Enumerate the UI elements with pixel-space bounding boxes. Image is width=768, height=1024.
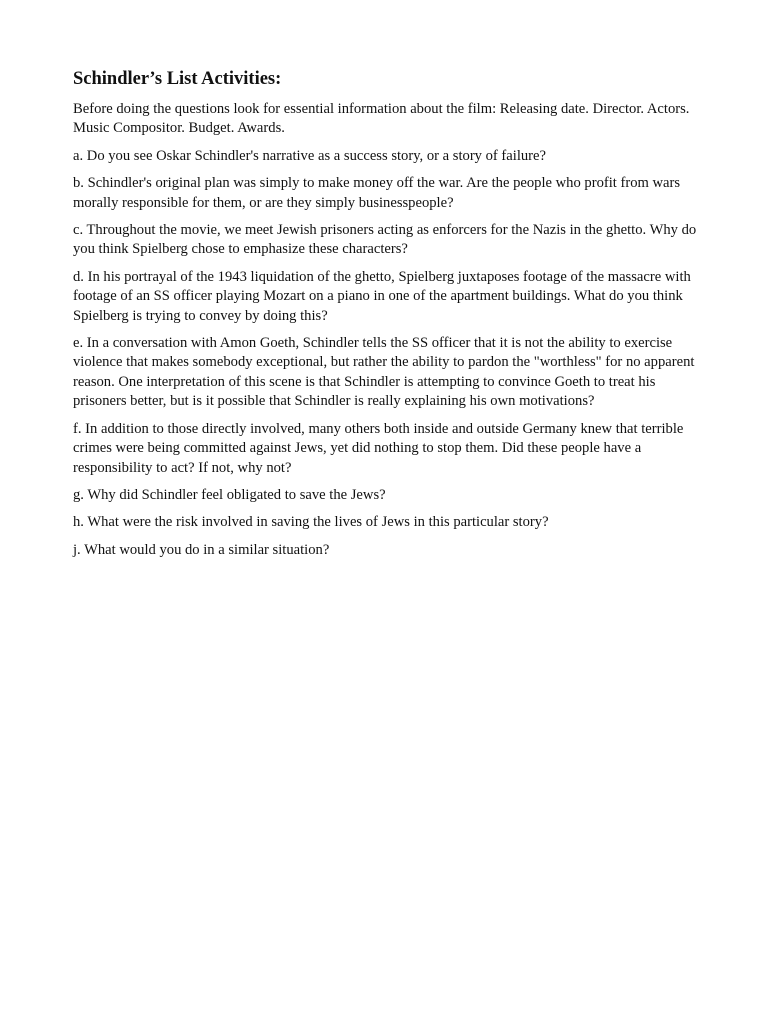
question-g: g. Why did Schindler feel obligated to save the Jews? bbox=[73, 486, 386, 503]
document-page bbox=[73, 66, 698, 568]
question-a: a. Do you see Oskar Schindler's narrative as a success story, or a story of failure? bbox=[73, 147, 546, 164]
question-j: j. What would you do in a similar situation? bbox=[73, 541, 330, 558]
question-f: f. In addition to those directly involved, many others both inside and outside Germany knew that terrible crimes were being committed against Jews, yet did nothing to stop them. Did these people have a responsibility to act? If not, why not? bbox=[73, 420, 684, 476]
question-e: e. In a conversation with Amon Goeth, Schindler tells the SS officer that it is not the ability to exercise violence that makes somebody exceptional, but rather the ability to pardon the "worthless" for no apparent reason. One interpretation of this scene is that Schindler is attempting to convince Goeth to treat his prisoners better, but is it possible that Schindler is really explaining his own motivations? bbox=[73, 335, 695, 410]
document-title: Schindler’s List Activities: bbox=[73, 69, 282, 89]
question-d: d. In his portrayal of the 1943 liquidation of the ghetto, Spielberg juxtaposes footage of the massacre with footage of an SS officer playing Mozart on a piano in one of the apartment buildings. What do you think Spielberg is trying to convey by doing this? bbox=[73, 268, 691, 324]
question-b: b. Schindler's original plan was simply to make money off the war. Are the people who profit from wars morally responsible for them, or are they simply businesspeople? bbox=[73, 175, 681, 211]
question-c: c. Throughout the movie, we meet Jewish prisoners acting as enforcers for the Nazis in the ghetto. Why do you think Spielberg chose to emphasize these characters? bbox=[73, 222, 697, 258]
question-h: h. What were the risk involved in saving the lives of Jews in this particular story? bbox=[73, 514, 549, 531]
intro-paragraph: Before doing the questions look for essential information about the film: Releasing date. Director. Actors. Music Compositor. Budget. Awards. bbox=[73, 101, 690, 137]
